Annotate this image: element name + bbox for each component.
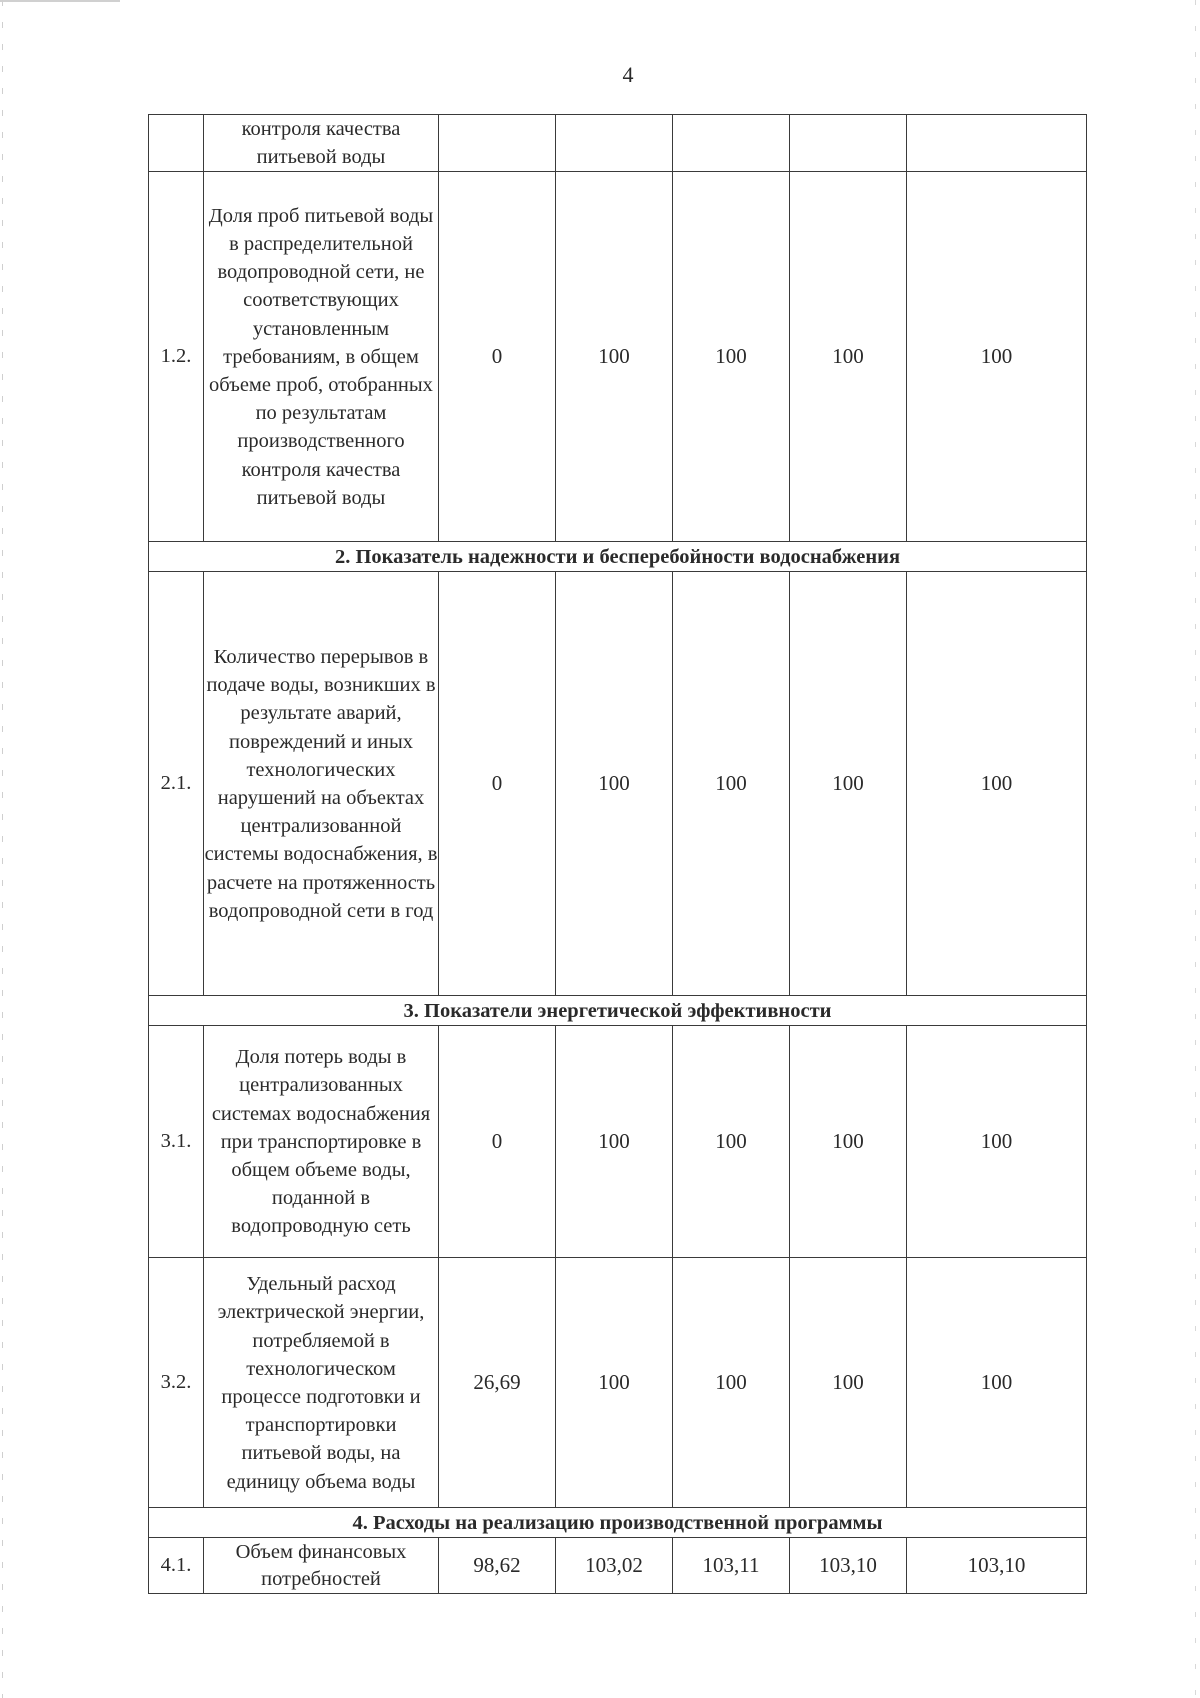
value-cell: 0 xyxy=(439,172,556,542)
table-row xyxy=(149,172,1087,542)
table-row xyxy=(149,115,1087,172)
section-header-row xyxy=(149,1508,1087,1538)
row-description: Доля проб питьевой воды в распределительной водопроводной сети, не соответствующих установленным требованиям, в общем объеме проб, отобранных по результатам производственного контроля качества питьевой воды xyxy=(204,172,439,542)
table-row xyxy=(149,572,1087,996)
section-title: 3. Показатели энергетической эффективности xyxy=(149,996,1087,1026)
value-cell: 100 xyxy=(790,1026,907,1258)
value-cell: 100 xyxy=(790,172,907,542)
scan-edge-mark xyxy=(0,0,120,2)
value-cell xyxy=(673,115,790,172)
value-cell: 100 xyxy=(556,1026,673,1258)
table-row xyxy=(149,1258,1087,1508)
value-cell: 100 xyxy=(556,172,673,542)
value-cell: 103,02 xyxy=(556,1538,673,1594)
value-cell: 100 xyxy=(907,1026,1087,1258)
row-number: 4.1. xyxy=(149,1538,204,1594)
value-cell: 103,11 xyxy=(673,1538,790,1594)
row-description: контроля качества питьевой воды xyxy=(204,115,439,172)
row-number: 3.1. xyxy=(149,1026,204,1258)
section-title: 4. Расходы на реализацию производственной программы xyxy=(149,1508,1087,1538)
row-description: Объем финансовых потребностей xyxy=(204,1538,439,1594)
section-title: 2. Показатель надежности и бесперебойности водоснабжения xyxy=(149,542,1087,572)
value-cell: 100 xyxy=(907,1258,1087,1508)
section-header-row xyxy=(149,996,1087,1026)
row-description: Количество перерывов в подаче воды, возникших в результате аварий, повреждений и иных технологических нарушений на объектах централизованной системы водоснабжения, в расчете на протяженность водопроводной сети в год xyxy=(204,572,439,996)
value-cell: 0 xyxy=(439,1026,556,1258)
value-cell xyxy=(556,115,673,172)
value-cell: 100 xyxy=(790,1258,907,1508)
value-cell: 100 xyxy=(790,572,907,996)
row-number: 1.2. xyxy=(149,172,204,542)
row-number: 2.1. xyxy=(149,572,204,996)
row-number xyxy=(149,115,204,172)
row-description: Доля потерь воды в централизованных системах водоснабжения при транспортировке в общем объеме воды, поданной в водопроводную сеть xyxy=(204,1026,439,1258)
scan-right-edge xyxy=(1195,0,1196,1698)
section-header-row xyxy=(149,542,1087,572)
table-row xyxy=(149,1538,1087,1594)
value-cell xyxy=(439,115,556,172)
table-row xyxy=(149,1026,1087,1258)
value-cell xyxy=(790,115,907,172)
value-cell: 100 xyxy=(673,1026,790,1258)
value-cell: 100 xyxy=(907,572,1087,996)
value-cell: 103,10 xyxy=(790,1538,907,1594)
scan-left-edge xyxy=(2,0,3,1698)
value-cell: 100 xyxy=(556,1258,673,1508)
indicators-table xyxy=(148,114,1087,1594)
row-number: 3.2. xyxy=(149,1258,204,1508)
value-cell: 100 xyxy=(556,572,673,996)
value-cell: 0 xyxy=(439,572,556,996)
value-cell: 26,69 xyxy=(439,1258,556,1508)
value-cell: 103,10 xyxy=(907,1538,1087,1594)
value-cell: 98,62 xyxy=(439,1538,556,1594)
value-cell: 100 xyxy=(673,172,790,542)
value-cell: 100 xyxy=(907,172,1087,542)
value-cell xyxy=(907,115,1087,172)
row-description: Удельный расход электрической энергии, потребляемой в технологическом процессе подготовки и транспортировки питьевой воды, на единицу объема воды xyxy=(204,1258,439,1508)
value-cell: 100 xyxy=(673,572,790,996)
value-cell: 100 xyxy=(673,1258,790,1508)
page-number: 4 xyxy=(622,62,634,87)
